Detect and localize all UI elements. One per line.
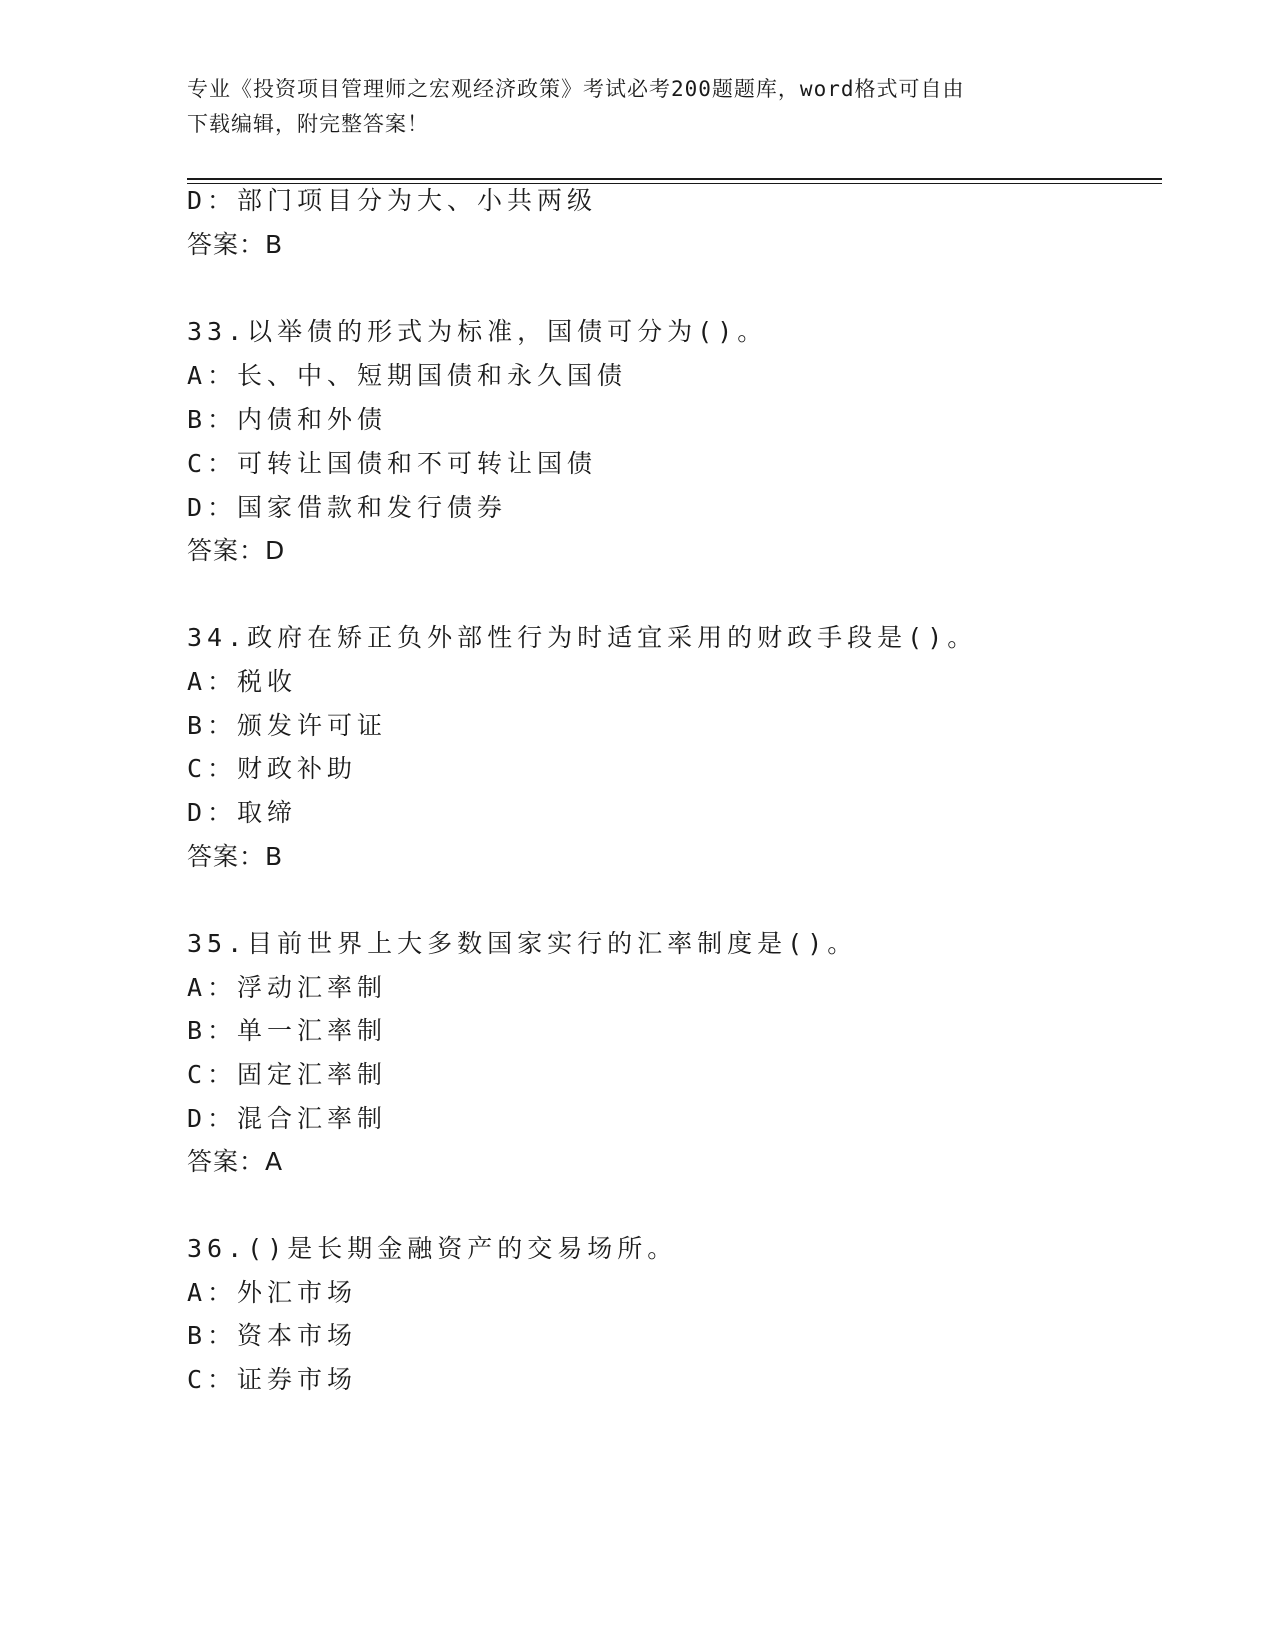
carryover-answer: 答案：B [187,230,284,259]
question-36-option-b: B：资本市场 [187,1321,358,1350]
header-line-2: 下载编辑，附完整答案！ [187,112,429,136]
question-34-option-c: C：财政补助 [187,754,358,783]
question-34-stem: 34.政府在矫正负外部性行为时适宜采用的财政手段是()。 [187,623,978,652]
question-35-option-d: D：混合汇率制 [187,1104,388,1133]
question-35-answer: 答案：A [187,1147,284,1176]
document-header [187,72,1087,142]
question-33-option-b: B：内债和外债 [187,405,388,434]
question-36-option-a: A：外汇市场 [187,1278,358,1307]
question-33-stem: 33.以举债的形式为标准，国债可分为()。 [187,317,768,346]
question-35-option-c: C：固定汇率制 [187,1060,388,1089]
question-36-stem: 36.()是长期金融资产的交易场所。 [187,1234,678,1263]
question-35-option-a: A：浮动汇率制 [187,973,388,1002]
question-35-option-b: B：单一汇率制 [187,1016,388,1045]
question-33-option-c: C：可转让国债和不可转让国债 [187,449,598,478]
question-33-option-a: A：长、中、短期国债和永久国债 [187,361,628,390]
question-36-option-c: C：证券市场 [187,1365,358,1394]
carryover-option-d: D：部门项目分为大、小共两级 [187,186,598,215]
question-35-stem: 35.目前世界上大多数国家实行的汇率制度是()。 [187,929,858,958]
question-33-answer: 答案：D [187,536,286,565]
question-34-answer: 答案：B [187,842,284,871]
question-34-option-d: D：取缔 [187,798,298,827]
header-divider [187,178,1162,184]
header-line-1: 专业《投资项目管理师之宏观经济政策》考试必考200题题库，word格式可自由 [187,77,965,101]
question-34-option-a: A：税收 [187,667,298,696]
question-34-option-b: B：颁发许可证 [187,711,388,740]
question-33-option-d: D：国家借款和发行债券 [187,493,508,522]
